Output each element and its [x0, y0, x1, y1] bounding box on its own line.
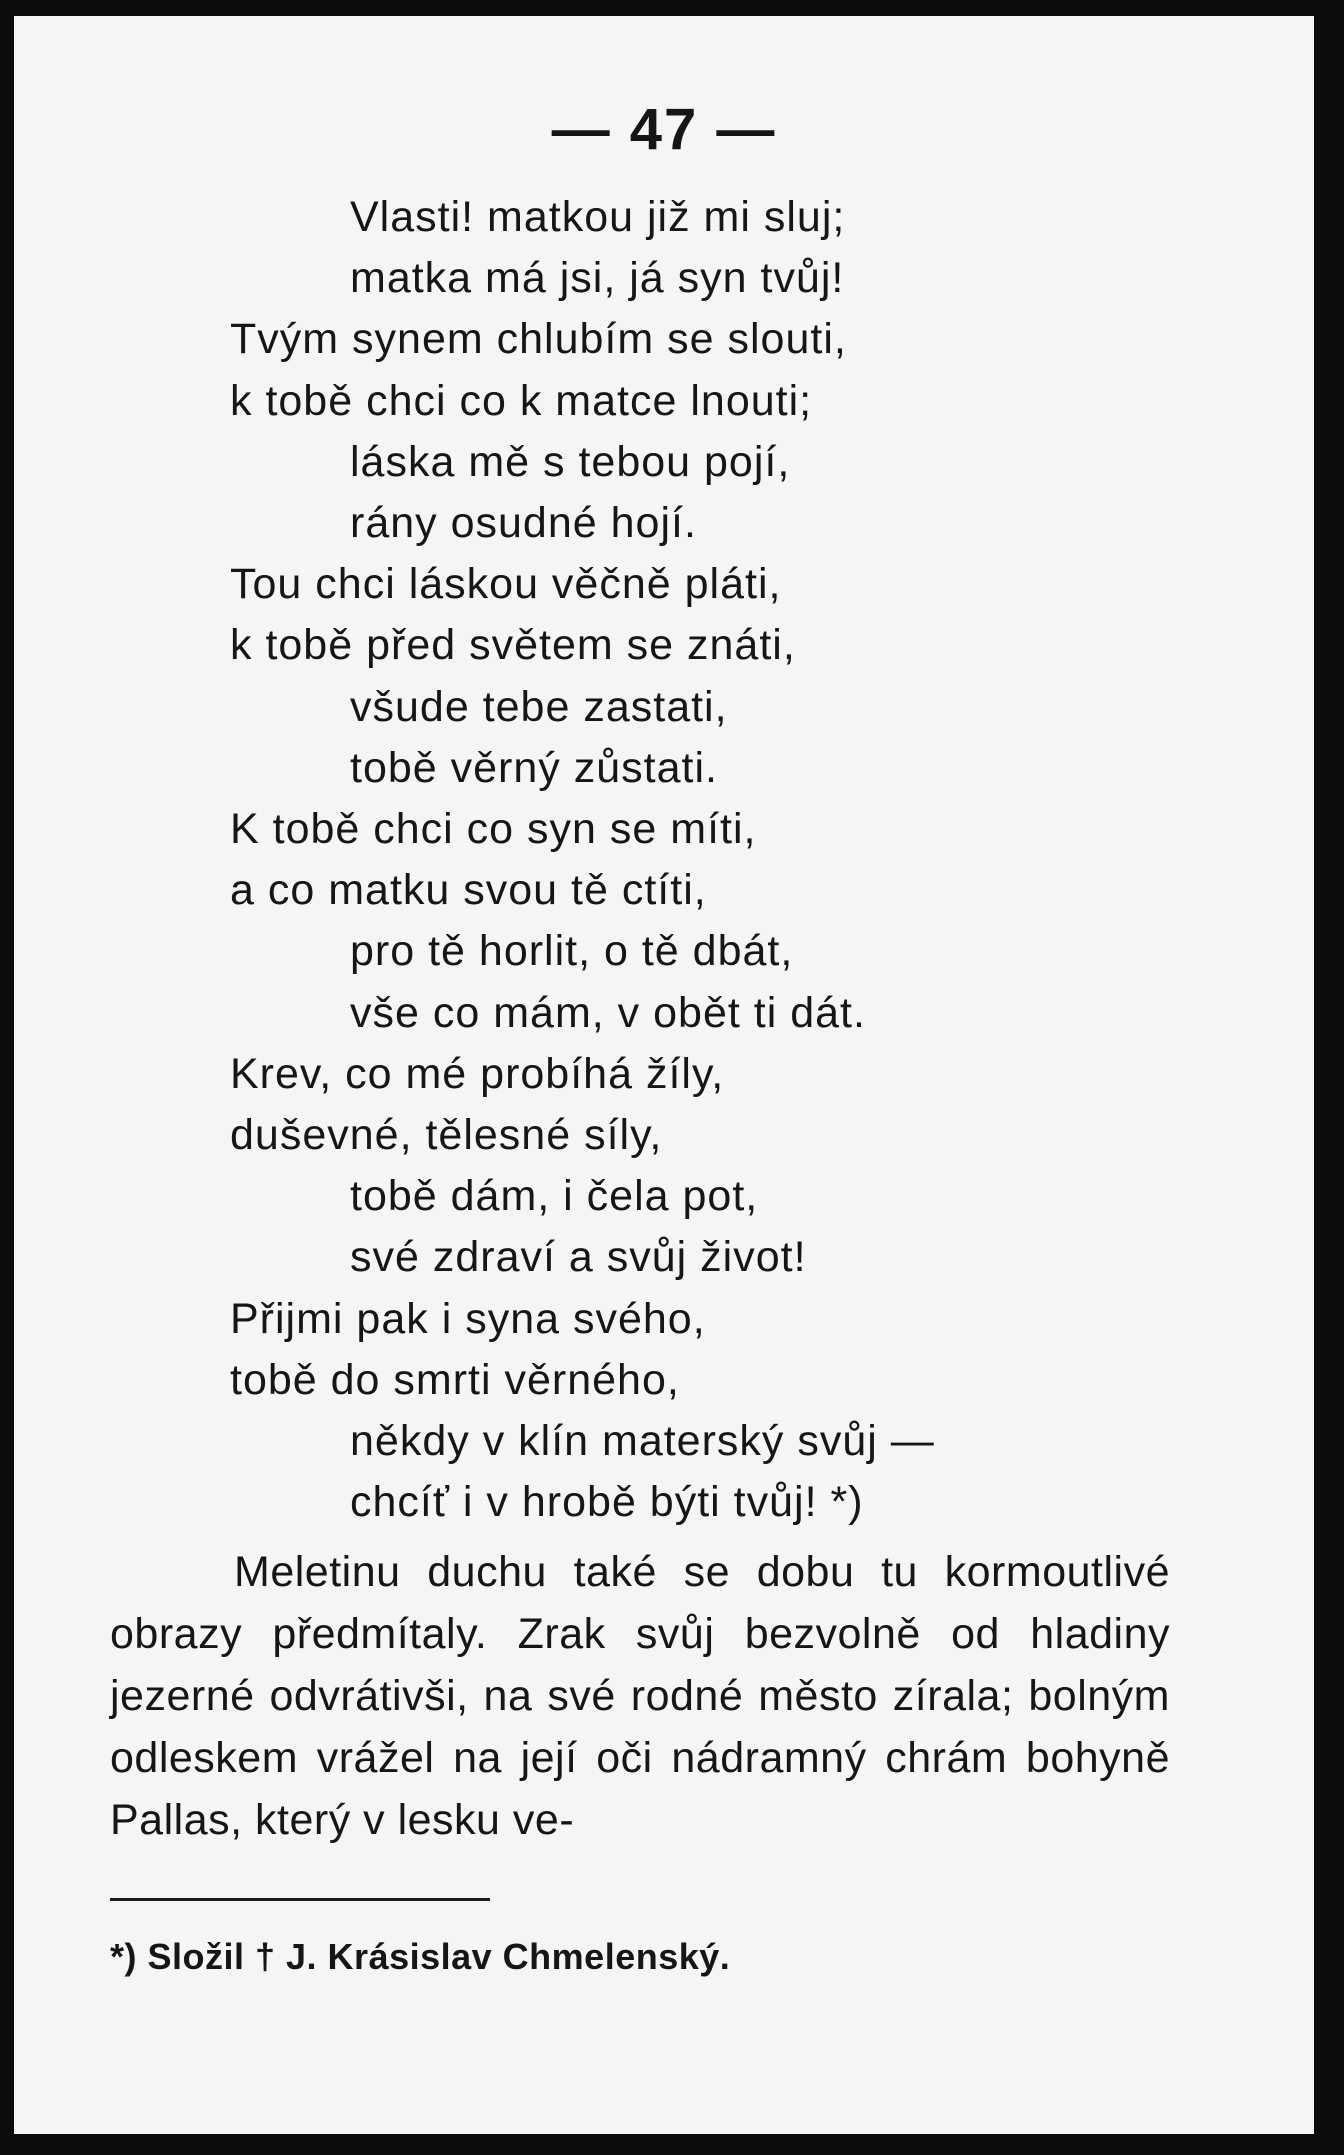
- poem-line: chcíť i v hrobě býti tvůj! *): [350, 1478, 864, 1527]
- poem-line: rány osudné hojí.: [350, 499, 697, 547]
- poem-line: Přijmi pak i syna svého,: [230, 1294, 706, 1343]
- poem-line: láska mě s tebou pojí,: [350, 437, 791, 486]
- poem-line: duševné, tělesné síly,: [230, 1111, 663, 1159]
- poem-line: k tobě chci co k matce lnouti;: [230, 376, 813, 425]
- poem-line: někdy v klín materský svůj —: [350, 1417, 935, 1465]
- poem-line: Tou chci láskou věčně pláti,: [230, 560, 782, 609]
- poem-line: své zdraví a svůj život!: [350, 1233, 807, 1282]
- book-page: [14, 16, 1314, 2134]
- prose-paragraph: [110, 1541, 1170, 1851]
- poem-line: vše co mám, v obět ti dát.: [350, 988, 866, 1037]
- footnote: *) Složil † J. Krásislav Chmelenský.: [110, 1936, 731, 1977]
- footnote-rule: [110, 1898, 490, 1901]
- page-number: — 47 —: [551, 97, 777, 162]
- poem-line: K tobě chci co syn se míti,: [230, 805, 757, 853]
- poem-line: a co matku svou tě ctíti,: [230, 866, 707, 915]
- poem-line: všude tebe zastati,: [350, 682, 728, 731]
- prose-text: Meletinu duchu také se dobu tu kormoutlivé obrazy předmítaly. Zrak svůj bezvolně od hladiny jezerné odvrátivši, na své rodné město zírala; bolným odleskem vrážel na její oči nádramný chrám bohyně Pallas, který v lesku ve-: [110, 1548, 1170, 1844]
- poem-line: tobě věrný zůstati.: [350, 743, 718, 792]
- poem-line: pro tě horlit, o tě dbát,: [350, 927, 794, 976]
- poem-line: matka má jsi, já syn tvůj!: [350, 254, 845, 303]
- poem-line: tobě do smrti věrného,: [230, 1355, 680, 1404]
- poem-line: Vlasti! matkou již mi sluj;: [350, 193, 846, 241]
- poem-line: Tvým synem chlubím se slouti,: [230, 315, 847, 364]
- poem-line: Krev, co mé probíhá žíly,: [230, 1049, 725, 1098]
- poem-line: tobě dám, i čela pot,: [350, 1172, 759, 1221]
- poem-line: k tobě před světem se znáti,: [230, 621, 796, 670]
